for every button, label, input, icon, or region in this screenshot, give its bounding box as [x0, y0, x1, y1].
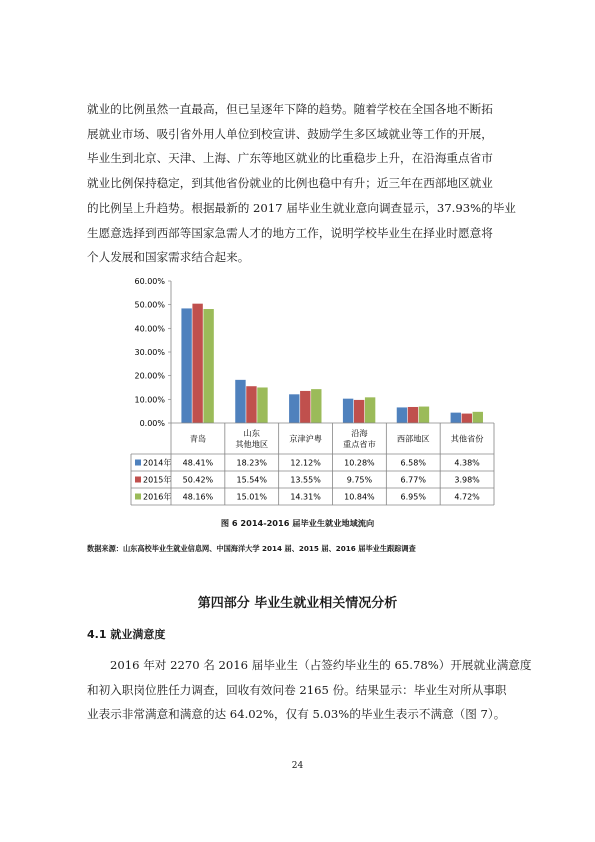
- paragraph-line: 和初入职岗位胜任力调查，回收有效问卷 2165 份。结果显示：毕业生对所从事职: [87, 682, 507, 697]
- data-label: 48.41%: [182, 458, 214, 468]
- figure-caption: 图 6 2014-2016 届毕业生就业地域流向: [220, 518, 375, 528]
- category-label: 青岛: [189, 433, 207, 444]
- paragraph-line: 个人发展和国家需求结合起来。: [87, 250, 250, 265]
- data-label: 50.42%: [182, 475, 214, 485]
- category-label: 其他省份: [450, 433, 484, 444]
- bar: [365, 397, 375, 423]
- paragraph-line: 业表示非常满意和满意的达 64.02%，仅有 5.03%的毕业生表示不满意（图 7）。: [87, 707, 506, 722]
- data-source-note: 数据来源：山东高校毕业生就业信息网、中国海洋大学 2014 届、2015 届、2016 届毕业生跟踪调查: [87, 544, 416, 553]
- bar: [289, 394, 299, 423]
- category-label: 山东: [243, 428, 260, 438]
- data-label: 10.28%: [344, 458, 375, 468]
- y-tick-label: 50.00%: [134, 300, 165, 310]
- paragraph-line: 生愿意选择到西部等国家急需人才的地方工作，说明学校毕业生在择业时愿意将: [87, 225, 493, 240]
- legend-swatch: [135, 477, 141, 483]
- data-label: 10.84%: [344, 492, 375, 502]
- data-label: 4.38%: [454, 458, 480, 468]
- paragraph-line: 就业的比例虽然一直最高，但已呈逐年下降的趋势。随着学校在全国各地不断拓: [87, 102, 493, 116]
- data-label: 18.23%: [236, 458, 268, 468]
- data-label: 9.75%: [346, 475, 373, 485]
- bar: [203, 309, 213, 423]
- bar: [408, 407, 418, 423]
- data-label: 48.16%: [182, 492, 214, 502]
- data-label: 15.01%: [236, 492, 268, 502]
- data-label: 14.31%: [290, 492, 321, 502]
- bar: [354, 400, 364, 423]
- data-label: 6.58%: [400, 458, 426, 468]
- legend-label: 2015年: [143, 475, 172, 485]
- section-title: 4.1 就业满意度: [87, 628, 166, 641]
- data-label: 12.12%: [290, 458, 321, 468]
- y-tick-label: 20.00%: [134, 371, 165, 381]
- bar: [181, 308, 191, 423]
- bar: [235, 380, 245, 423]
- paragraph-line: 的比例呈上升趋势。根据最新的 2017 届毕业生就业意向调查显示，37.93%的毕业: [87, 200, 516, 215]
- bar: [343, 399, 353, 423]
- paragraph-line: 毕业生到北京、天津、上海、广东等地区就业的比重稳步上升，在沿海重点省市: [87, 151, 493, 166]
- data-label: 6.95%: [400, 492, 426, 502]
- data-label: 3.98%: [454, 475, 480, 485]
- bar: [451, 413, 461, 423]
- y-tick-label: 30.00%: [134, 348, 165, 357]
- data-label: 6.77%: [400, 475, 426, 485]
- bar: [397, 407, 407, 423]
- bar: [311, 389, 321, 423]
- data-label: 15.54%: [236, 475, 268, 485]
- y-tick-label: 60.00%: [134, 277, 165, 286]
- y-tick-label: 10.00%: [134, 395, 165, 405]
- intro-paragraph: [87, 97, 519, 270]
- paragraph-line: 展就业市场、吸引省外用人单位到校宣讲、鼓励学生多区域就业等工作的开展，: [87, 126, 493, 141]
- legend-swatch: [135, 460, 141, 466]
- satisfaction-paragraph: [87, 653, 532, 727]
- paragraph-line: 2016 年对 2270 名 2016 届毕业生（占签约毕业生的 65.78%）开展就业满意度: [110, 658, 532, 672]
- bar: [300, 391, 310, 423]
- category-label: 西部地区: [396, 433, 430, 444]
- legend-label: 2014年: [143, 458, 172, 468]
- y-tick-label: 0.00%: [139, 419, 165, 428]
- legend-swatch: [135, 494, 141, 500]
- bar-chart-svg: [126, 271, 496, 506]
- bar: [462, 414, 472, 423]
- data-label: 13.55%: [290, 475, 321, 485]
- part-title: 第四部分 毕业生就业相关情况分析: [197, 596, 398, 611]
- bar: [473, 412, 483, 423]
- category-label: 重点省市: [343, 439, 376, 449]
- bar: [192, 304, 202, 423]
- legend-label: 2016年: [143, 492, 172, 502]
- bar: [419, 407, 429, 423]
- y-tick-label: 40.00%: [134, 324, 165, 334]
- bar: [246, 386, 256, 423]
- page-number: 24: [291, 761, 304, 771]
- category-label: 京津沪粤: [289, 433, 322, 444]
- bar: [257, 387, 267, 423]
- employment-region-chart: [126, 271, 496, 506]
- paragraph-line: 就业比例保持稳定，到其他省份就业的比例也稳中有升；近三年在西部地区就业: [87, 176, 493, 191]
- data-label: 4.72%: [454, 492, 480, 502]
- category-label: 沿海: [351, 428, 368, 438]
- category-label: 其他地区: [235, 439, 269, 449]
